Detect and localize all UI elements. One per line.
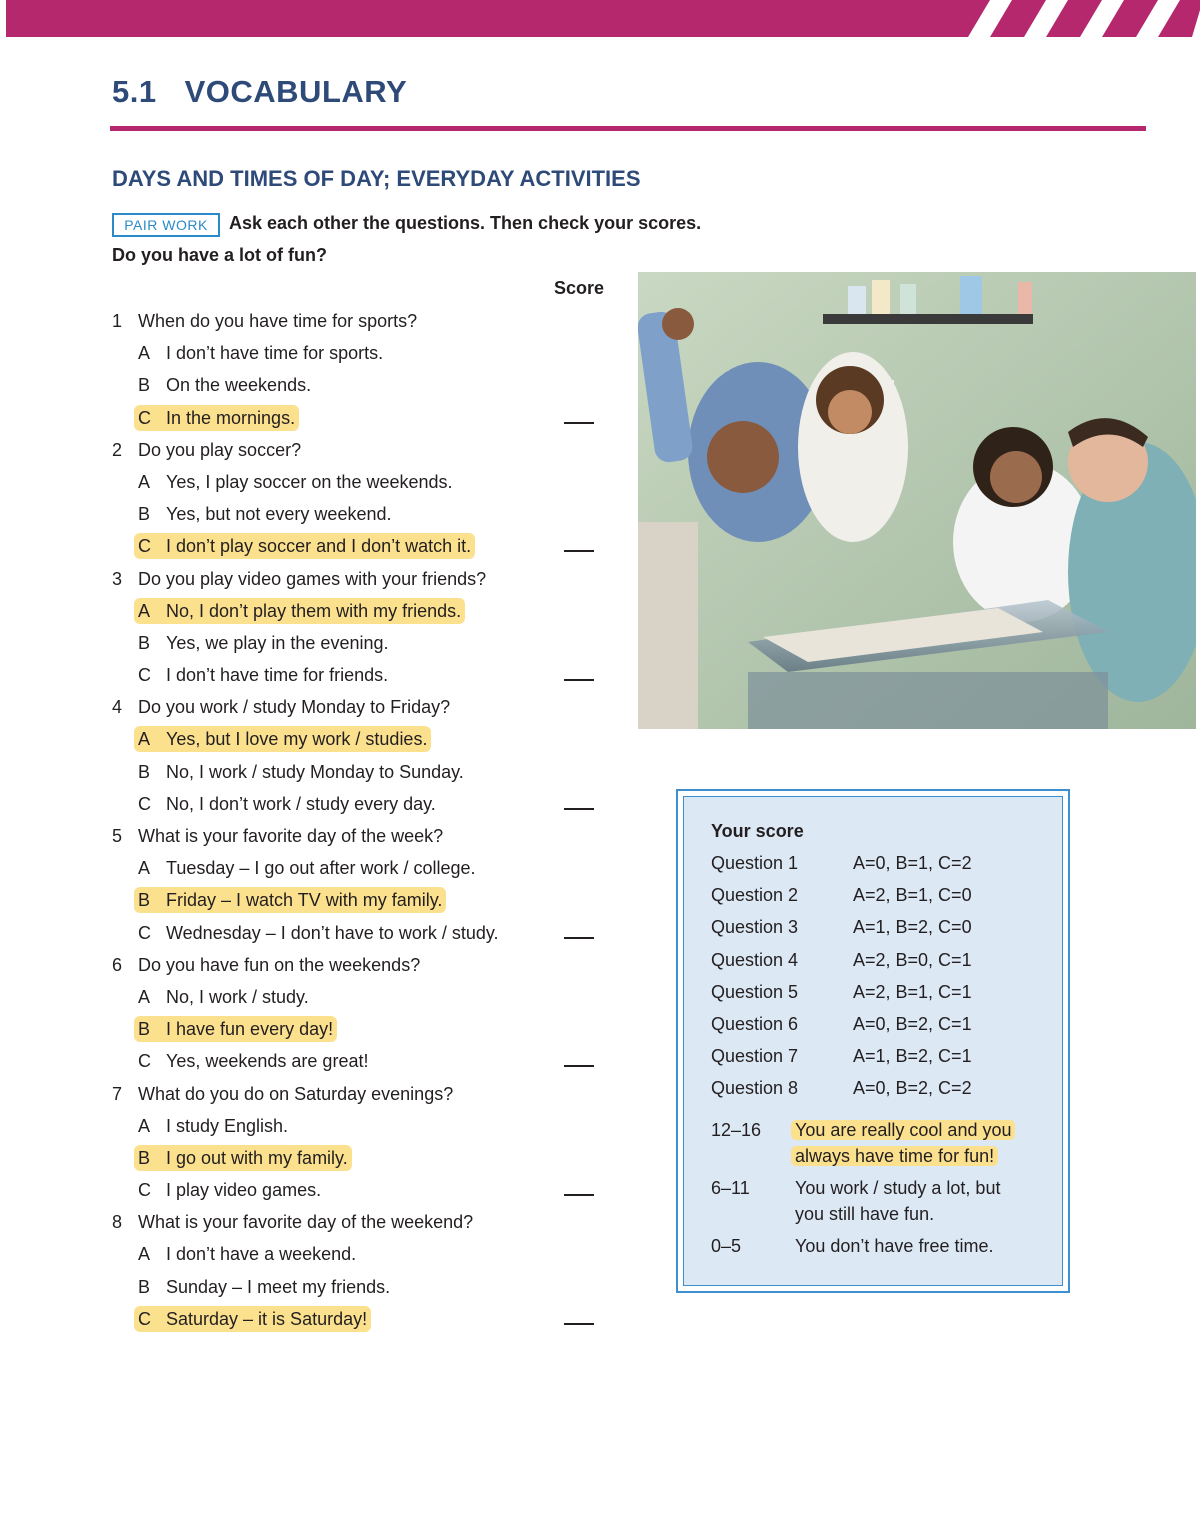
question-number: 1 (112, 311, 123, 331)
answer-option[interactable] (112, 498, 612, 530)
score-key-row (711, 1078, 1051, 1108)
option-text: I don’t have time for friends. (166, 665, 389, 686)
question-number: 7 (112, 1083, 123, 1104)
score-key-row (711, 982, 1051, 1012)
option-text: No, I don’t work / study every day. (166, 793, 436, 814)
score-key-values: A=2, B=1, C=1 (853, 981, 972, 1002)
section-number: 5.1 (112, 74, 157, 109)
option-text: Yes, weekends are great! (166, 1051, 369, 1072)
option-letter: B (138, 375, 151, 396)
score-range: 0–5 (711, 1236, 742, 1256)
option-text: Sunday – I meet my friends. (166, 1276, 391, 1297)
score-description-line: you still have fun. (795, 1204, 935, 1224)
score-description (795, 1175, 1045, 1227)
option-text: No, I work / study. (166, 986, 309, 1007)
option-text: Wednesday – I don’t have to work / study. (166, 922, 499, 943)
score-key-question: Question 7 (711, 1046, 799, 1067)
score-key-box (676, 789, 1070, 1293)
option-letter: B (138, 504, 151, 525)
pair-work-badge: PAIR WORK (112, 213, 220, 237)
option-text: In the mornings. (166, 407, 296, 428)
option-letter: A (138, 600, 151, 621)
option-text: I have fun every day! (166, 1019, 334, 1040)
option-letter: C (138, 793, 151, 814)
instruction-text: Ask each other the questions. Then check your scores. (229, 213, 702, 233)
score-key-question: Question 1 (711, 853, 799, 873)
answer-option[interactable] (112, 337, 612, 369)
question-text: When do you have time for sports? (138, 311, 418, 331)
score-key-row (711, 917, 1051, 947)
option-letter: A (138, 343, 151, 364)
option-text: Yes, but I love my work / studies. (166, 729, 428, 750)
question-row (112, 820, 612, 852)
option-letter: C (138, 407, 151, 428)
answer-option[interactable] (112, 369, 612, 401)
top-accent-bar (6, 0, 1200, 37)
option-letter: B (138, 890, 151, 911)
answer-option[interactable] (112, 756, 612, 788)
answer-option[interactable] (112, 1271, 612, 1303)
option-text: Friday – I watch TV with my family. (166, 890, 443, 911)
score-key-row (711, 1046, 1051, 1076)
question-number: 8 (112, 1212, 123, 1233)
question-number: 2 (112, 439, 123, 460)
score-description (795, 1117, 1045, 1169)
score-key-question: Question 2 (711, 885, 799, 906)
option-text: I go out with my family. (166, 1147, 348, 1168)
answer-option[interactable] (112, 659, 612, 691)
score-key-panel (683, 796, 1063, 1286)
question-number: 4 (112, 697, 123, 718)
score-blank[interactable] (564, 808, 594, 810)
score-blank[interactable] (564, 1323, 594, 1325)
option-text: Tuesday – I go out after work / college. (166, 858, 476, 879)
option-text: I play video games. (166, 1180, 322, 1201)
score-key-values: A=0, B=2, C=2 (853, 1078, 972, 1099)
section-title (112, 74, 407, 110)
option-letter: B (138, 1147, 151, 1168)
option-text: I study English. (166, 1115, 289, 1136)
answer-option[interactable] (112, 1303, 612, 1335)
answer-option[interactable] (112, 788, 612, 820)
score-description-line: You are really cool and you (791, 1120, 1015, 1140)
score-key-row (711, 950, 1051, 980)
option-text: No, I work / study Monday to Sunday. (166, 761, 464, 782)
option-text: On the weekends. (166, 375, 312, 396)
question-number: 3 (112, 568, 123, 589)
option-letter: B (138, 632, 151, 653)
question-row (112, 1206, 612, 1238)
score-blank[interactable] (564, 422, 594, 424)
option-letter: A (138, 729, 151, 750)
option-text: I don’t have time for sports. (166, 343, 384, 364)
answer-option[interactable] (112, 1045, 612, 1077)
answer-option[interactable] (112, 852, 612, 884)
option-letter: C (138, 1051, 151, 1072)
option-letter: C (138, 1180, 151, 1201)
answer-option[interactable] (112, 1013, 612, 1045)
score-key-question: Question 8 (711, 1078, 799, 1099)
option-letter: A (138, 986, 151, 1007)
option-letter: C (138, 665, 151, 686)
score-key-question: Question 3 (711, 917, 799, 938)
question-row (112, 1078, 612, 1110)
score-range: 6–11 (711, 1178, 750, 1198)
score-blank[interactable] (564, 1194, 594, 1196)
subheading: DAYS AND TIMES OF DAY; EVERYDAY ACTIVITIES (112, 166, 641, 191)
score-key-question: Question 5 (711, 981, 799, 1002)
question-number: 5 (112, 826, 123, 846)
score-key-values: A=1, B=2, C=1 (853, 1046, 972, 1067)
answer-option[interactable] (112, 1110, 612, 1142)
score-blank[interactable] (564, 550, 594, 552)
answer-option[interactable] (112, 723, 612, 755)
question-row (112, 949, 612, 981)
question-row (112, 691, 612, 723)
option-letter: B (138, 761, 151, 782)
score-range: 12–16 (711, 1120, 762, 1140)
question-text: What do you do on Saturday evenings? (138, 1083, 454, 1104)
option-text: Yes, I play soccer on the weekends. (166, 471, 453, 492)
option-letter: A (138, 1115, 151, 1136)
option-text: No, I don’t play them with my friends. (166, 600, 462, 621)
question-text: What is your favorite day of the week? (138, 826, 444, 846)
option-letter: C (138, 922, 151, 943)
score-key-values: A=0, B=2, C=1 (853, 1014, 972, 1034)
answer-option[interactable] (112, 884, 612, 916)
score-key-row (711, 885, 1051, 915)
question-text: Do you play video games with your friends? (138, 568, 487, 589)
family-board-game-photo (638, 272, 1196, 729)
score-key-question: Question 4 (711, 949, 799, 970)
score-key-values: A=2, B=1, C=0 (853, 885, 972, 906)
answer-option[interactable] (112, 1174, 612, 1206)
question-text: What is your favorite day of the weekend? (138, 1212, 474, 1233)
score-blank[interactable] (564, 679, 594, 681)
score-key-values: A=2, B=0, C=1 (853, 949, 972, 970)
question-number: 6 (112, 954, 123, 975)
option-letter: B (138, 1276, 151, 1297)
option-letter: C (138, 536, 151, 557)
answer-option[interactable] (112, 466, 612, 498)
option-text: I don’t have a weekend. (166, 1244, 357, 1265)
score-description-line: always have time for fun! (791, 1146, 998, 1166)
score-description-line: You work / study a lot, but (795, 1178, 1001, 1198)
question-row (112, 563, 612, 595)
section-name: VOCABULARY (184, 74, 408, 109)
score-key-values: A=0, B=1, C=2 (853, 853, 972, 873)
option-text: I don’t play soccer and I don’t watch it. (166, 536, 472, 557)
score-column-header: Score (554, 278, 605, 298)
question-text: Do you work / study Monday to Friday? (138, 697, 451, 718)
answer-option[interactable] (112, 627, 612, 659)
score-key-row (711, 853, 1051, 883)
answer-option[interactable] (112, 1142, 612, 1174)
quiz-title: Do you have a lot of fun? (112, 245, 327, 265)
option-letter: A (138, 471, 151, 492)
score-key-row (711, 1014, 1051, 1044)
score-key-title: Your score (711, 821, 804, 841)
score-blank[interactable] (564, 1065, 594, 1067)
question-row (112, 434, 612, 466)
answer-option[interactable] (112, 981, 612, 1013)
score-description (795, 1233, 1045, 1259)
question-row (112, 305, 612, 337)
option-letter: C (138, 1308, 151, 1329)
option-text: Yes, but not every weekend. (166, 504, 392, 525)
option-letter: A (138, 1244, 151, 1265)
title-rule (110, 126, 1146, 131)
option-text: Saturday – it is Saturday! (166, 1308, 368, 1329)
quiz-questions (112, 305, 612, 1335)
answer-option[interactable] (112, 530, 612, 562)
answer-option[interactable] (112, 1238, 612, 1270)
option-text: Yes, we play in the evening. (166, 632, 389, 653)
question-text: Do you have fun on the weekends? (138, 954, 421, 975)
option-letter: B (138, 1019, 151, 1040)
answer-option[interactable] (112, 917, 612, 949)
answer-option[interactable] (112, 402, 612, 434)
answer-option[interactable] (112, 595, 612, 627)
question-text: Do you play soccer? (138, 439, 302, 460)
option-letter: A (138, 858, 151, 879)
score-key-values: A=1, B=2, C=0 (853, 917, 972, 938)
score-key-question: Question 6 (711, 1014, 799, 1034)
score-blank[interactable] (564, 937, 594, 939)
score-description-line: You don’t have free time. (795, 1236, 994, 1256)
